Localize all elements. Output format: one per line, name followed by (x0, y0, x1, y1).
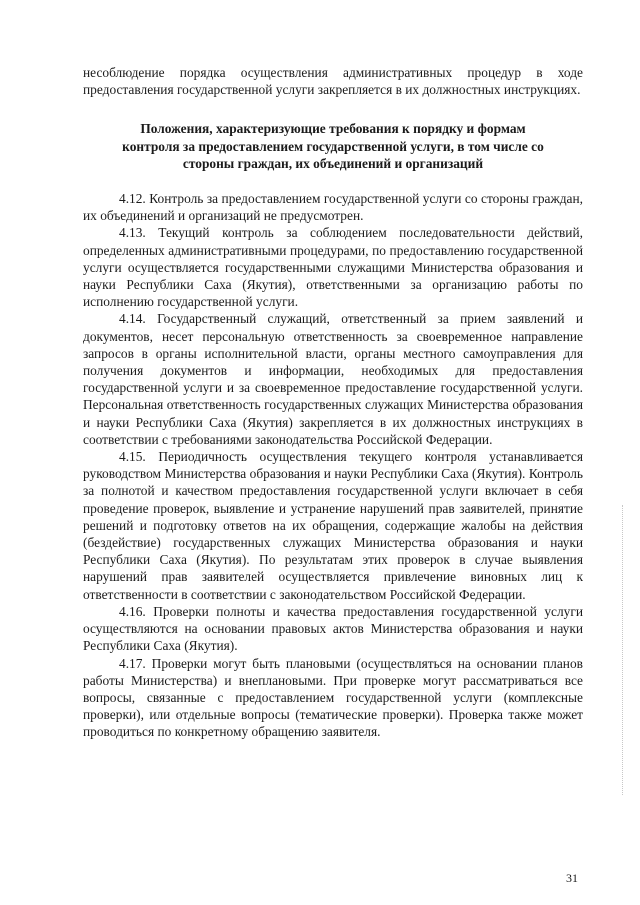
heading-line: стороны граждан, их объединений и организаций (182, 155, 484, 171)
paragraph-4-14: 4.14. Государственный служащий, ответственный за прием заявлений и документов, несет персональную ответственность за своевременное направление запросов в органы исполнительной власти, органы местного самоуправления для получения документов и информации, необходимых для предоставления государственной услуги и за своевременное предоставление государственной услуги. Персональная ответственность государственных служащих Министерства образования и науки Республики Саха (Якутия) закрепляется в их должностных инструкциях в соответствии с требованиями законодательства Российской Федерации. (83, 311, 583, 447)
paragraph-4-13: 4.13. Текущий контроль за соблюдением последовательности действий, определенных административными процедурами, по предоставлению государственной услуги осуществляется государственными служащими Министерства образования и науки Республики Саха (Якутия), ответственными за организацию работы по исполнению государственной услуги. (83, 225, 583, 310)
heading-line: контроля за предоставлением государственной услуги, в том числе со (122, 138, 544, 154)
paragraph-4-17: 4.17. Проверки могут быть плановыми (осуществляться на основании планов работы Министерства) и внеплановыми. При проверке могут рассматриваться все вопросы, связанные с предоставлением государственной услуги (комплексные проверки), или отдельные вопросы (тематические проверки). Проверка также может проводиться по конкретному обращению заявителя. (83, 655, 583, 740)
heading-line: Положения, характеризующие требования к порядку и формам (140, 121, 526, 137)
paragraph-4-15: 4.15. Периодичность осуществления текущего контроля устанавливается руководством Министерства образования и науки Республики Саха (Якутия). Контроль за полнотой и качеством предоставления государственной услуги включает в себя проведение проверок, выявление и устранение нарушений прав заявителей, принятие решений и подготовку ответов на их обращения, содержащие жалобы на действия (бездействие) государственных служащих Министерства образования и науки Республики Саха (Якутия). По результатам этих проверок в случае выявления нарушений прав заявителей осуществляется привлечение виновных лиц к ответственности в соответствии с законодательством Российской Федерации. (83, 449, 583, 602)
scan-edge-marks (622, 505, 624, 795)
page-number: 31 (566, 871, 578, 885)
intro-paragraph: несоблюдение порядка осуществления административных процедур в ходе предоставления государственной услуги закрепляется в их должностных инструкциях. (83, 65, 583, 98)
paragraph-4-12: 4.12. Контроль за предоставлением государственной услуги со стороны граждан, их объединений и организаций не предусмотрен. (83, 191, 583, 224)
paragraph-4-16: 4.16. Проверки полноты и качества предоставления государственной услуги осуществляются на основании правовых актов Министерства образования и науки Республики Саха (Якутия). (83, 603, 583, 654)
section-heading (83, 120, 583, 172)
document-page (83, 64, 583, 741)
